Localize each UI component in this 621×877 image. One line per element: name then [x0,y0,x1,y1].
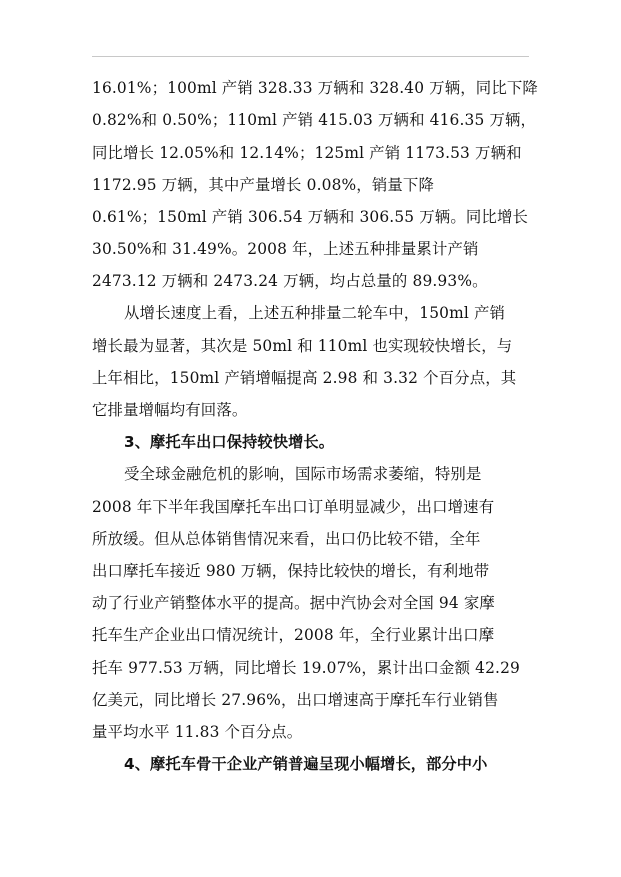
section-heading: 3、摩托车出口保持较快增长。 [124,433,335,451]
text-line: 0.61%；150ml 产销 306.54 万辆和 306.55 万辆。同比增长 [92,208,529,226]
text-line: 动了行业产销整体水平的提高。据中汽协会对全国 94 家摩 [92,594,495,612]
paragraph-start-line: 受全球金融危机的影响，国际市场需求萎缩，特别是 [124,465,482,483]
text-line: 同比增长 12.05%和 12.14%；125ml 产销 1173.53 万辆和 [92,144,522,162]
text-line: 所放缓。但从总体销售情况来看，出口仍比较不错，全年 [92,530,481,548]
section-heading: 4、摩托车骨干企业产销普遍呈现小幅增长，部分中小 [124,755,488,773]
text-line: 托车生产企业出口情况统计，2008 年，全行业累计出口摩 [92,626,495,644]
text-line: 亿美元，同比增长 27.96%，出口增速高于摩托车行业销售 [92,691,499,709]
paragraph-start-line: 从增长速度上看，上述五种排量二轮车中，150ml 产销 [124,304,506,322]
text-line: 16.01%；100ml 产销 328.33 万辆和 328.40 万辆，同比下降 [92,79,538,97]
header-rule [92,56,529,57]
text-line: 增长最为显著，其次是 50ml 和 110ml 也实现较快增长，与 [92,337,513,355]
text-line: 托车 977.53 万辆，同比增长 19.07%，累计出口金额 42.29 [92,659,520,677]
text-line: 0.82%和 0.50%；110ml 产销 415.03 万辆和 416.35 万辆， [92,111,537,129]
text-line: 1172.95 万辆，其中产量增长 0.08%，销量下降 [92,176,434,194]
text-line: 量平均水平 11.83 个百分点。 [92,723,303,741]
text-line: 30.50%和 31.49%。2008 年，上述五种排量累计产销 [92,240,479,258]
text-line: 2008 年下半年我国摩托车出口订单明显减少，出口增速有 [92,498,495,516]
text-line: 2473.12 万辆和 2473.24 万辆，均占总量的 89.93%。 [92,272,488,290]
text-line: 它排量增幅均有回落。 [92,401,248,419]
text-line: 上年相比，150ml 产销增幅提高 2.98 和 3.32 个百分点，其 [92,369,517,387]
text-line: 出口摩托车接近 980 万辆，保持比较快的增长，有利地带 [92,562,490,580]
